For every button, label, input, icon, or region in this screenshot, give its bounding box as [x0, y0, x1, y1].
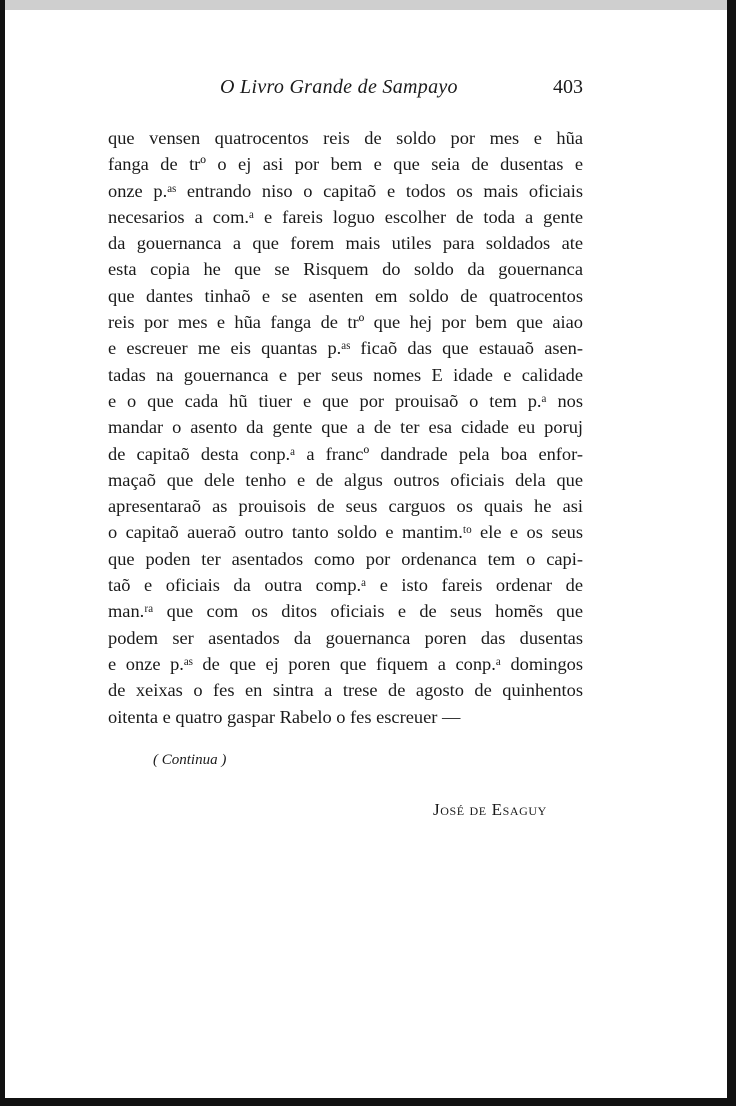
text-line: esta copia he que se Risquem do soldo da gouernanca	[108, 259, 583, 280]
text-line: tadas na gouernanca e per seus nomes E idade e calidade	[108, 364, 583, 385]
page-number: 403	[553, 76, 583, 98]
page-top-edge	[0, 0, 736, 10]
text-line: necesarios a com.ᵃ e fareis loguo escolher de toda a gente	[108, 206, 583, 227]
running-header	[108, 76, 583, 106]
page-left-border	[0, 0, 5, 1106]
body-paragraph	[108, 125, 583, 730]
text-line: e onze p.ᵃˢ de que ej poren que fiquem a conp.ᵃ domingos	[108, 653, 583, 674]
text-line: e o que cada hũ tiuer e que por prouisaõ o tem p.ᵃ nos	[108, 390, 583, 411]
text-line: da gouernanca a que forem mais utiles para soldados ate	[108, 233, 583, 254]
continua-note: ( Continua )	[153, 752, 227, 768]
text-line: taõ e oficiais da outra comp.ᵃ e isto fareis ordenar de	[108, 575, 583, 596]
page-right-border	[727, 0, 736, 1106]
text-line: maçaõ que dele tenho e de algus outros oficiais dela que	[108, 469, 583, 490]
running-title: O Livro Grande de Sampayo	[220, 76, 458, 98]
document-page	[8, 10, 727, 1098]
text-line: que vensen quatrocentos reis de soldo por mes e hũa	[108, 128, 583, 148]
page-bottom-border	[0, 1098, 736, 1106]
text-line: apresentaraõ as prouisois de seus carguos os quais he asi	[108, 496, 583, 517]
text-line: oitenta e quatro gaspar Rabelo o fes escreuer —	[108, 706, 461, 727]
text-line: que poden ter asentados como por ordenanca tem o capi-	[108, 548, 583, 569]
text-line: reis por mes e hũa fanga de trº que hej por bem que aiao	[108, 312, 583, 333]
text-line: onze p.ᵃˢ entrando niso o capitaõ e todos os mais oficiais	[108, 180, 583, 201]
text-line: de xeixas o fes en sintra a trese de agosto de quinhentos	[108, 680, 583, 701]
text-line: man.ʳᵃ que com os ditos oficiais e de seus homẽs que	[108, 601, 583, 622]
text-line: fanga de trº o ej asi por bem e que seia de dusentas e	[108, 154, 583, 175]
text-line: que dantes tinhaõ e se asenten em soldo de quatrocentos	[108, 285, 583, 306]
text-line: podem ser asentados da gouernanca poren das dusentas	[108, 627, 583, 648]
author-signature: José de Esaguy	[433, 800, 547, 819]
text-line: de capitaõ desta conp.ᵃ a francº dandrade pela boa enfor-	[108, 443, 583, 464]
text-line: o capitaõ aueraõ outro tanto soldo e mantim.ᵗᵒ ele e os seus	[108, 522, 583, 543]
text-line: mandar o asento da gente que a de ter esa cidade eu poruj	[108, 417, 583, 438]
text-line: e escreuer me eis quantas p.ᵃˢ ficaõ das que estauaõ asen-	[108, 338, 583, 359]
